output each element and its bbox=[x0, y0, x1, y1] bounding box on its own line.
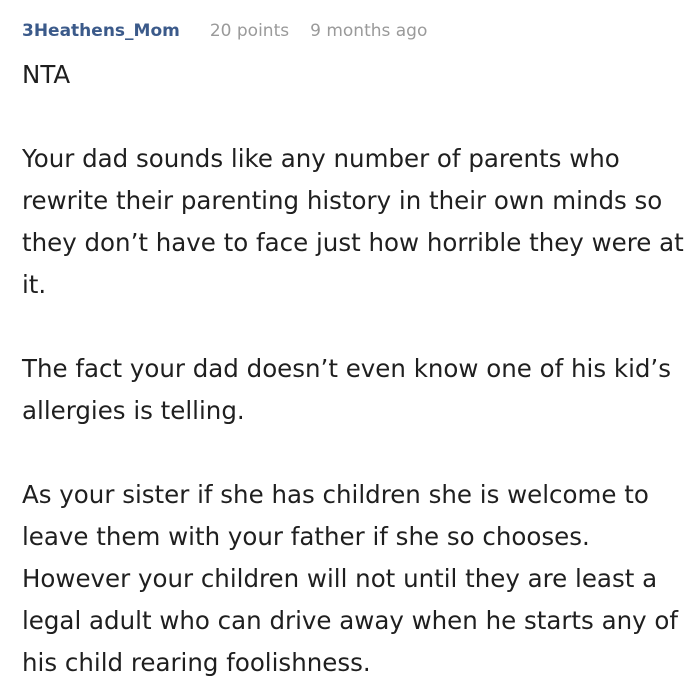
comment bbox=[22, 18, 692, 684]
comment-paragraph: NTA bbox=[22, 60, 71, 89]
comment-timestamp: 9 months ago bbox=[310, 21, 428, 41]
comment-paragraph: The fact your dad doesn’t even know one of his kid’s allergies is telling. bbox=[22, 354, 671, 425]
comment-paragraph: As your sister if she has children she is welcome to leave them with your father if she so chooses. However your children will not until they are least a legal adult who can drive away when he starts any of his child rearing foolishness. bbox=[22, 480, 679, 677]
comment-meta bbox=[22, 18, 692, 44]
comment-body bbox=[22, 54, 692, 684]
comment-username[interactable]: 3Heathens_Mom bbox=[22, 21, 180, 41]
comment-points: 20 points bbox=[209, 21, 290, 41]
comment-paragraph: Your dad sounds like any number of parents who rewrite their parenting history in their own minds so they don’t have to face just how horrible they were at it. bbox=[22, 144, 684, 299]
